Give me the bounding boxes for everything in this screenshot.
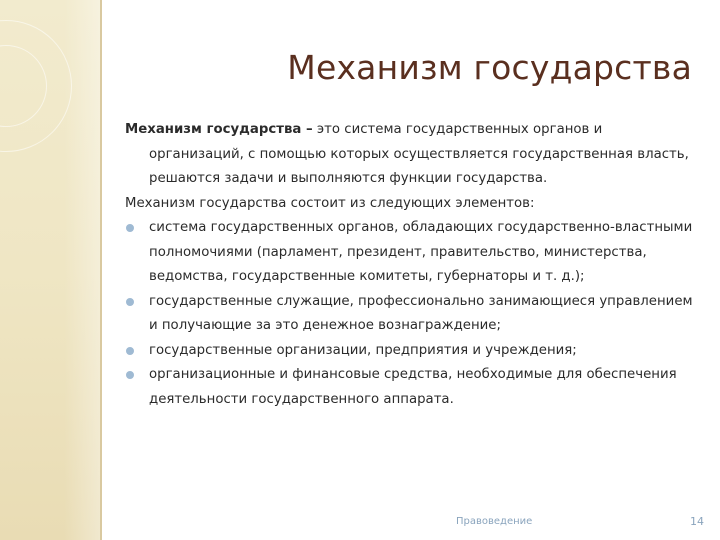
bullet-icon bbox=[126, 371, 134, 379]
list-item bbox=[125, 216, 697, 290]
intro-paragraph: Механизм государства состоит из следующих элементов: bbox=[125, 195, 535, 211]
bullet-icon bbox=[126, 347, 134, 355]
list-item bbox=[125, 339, 697, 364]
list-item-text: организационные и финансовые средства, необходимые для обеспечения деятельности государственного аппарата. bbox=[149, 367, 677, 407]
slide-footer: Правоведение bbox=[456, 516, 533, 527]
slide-body bbox=[125, 118, 697, 412]
list-item bbox=[125, 290, 697, 339]
page-number: 14 bbox=[690, 515, 704, 528]
list-item bbox=[125, 363, 697, 412]
definition-text: это система государственных органов и организаций, с помощью которых осуществляется государственная власть, решаются задачи и выполняются функции государства. bbox=[149, 122, 689, 186]
list-item-text: государственные служащие, профессионально занимающиеся управлением и получающие за это денежное вознаграждение; bbox=[149, 293, 693, 333]
bullet-icon bbox=[126, 224, 134, 232]
decorative-side-panel bbox=[0, 0, 100, 540]
list-item-text: государственные организации, предприятия и учреждения; bbox=[149, 342, 577, 358]
definition-paragraph bbox=[125, 118, 697, 192]
definition-term: Механизм государства – bbox=[125, 122, 313, 137]
list-item-text: система государственных органов, обладающих государственно-властными полномочиями (парламент, президент, правительство, министерства, ведомства, государственные комитеты, губернаторы и т. д.); bbox=[149, 220, 693, 284]
panel-highlight bbox=[64, 0, 100, 540]
elements-list bbox=[125, 216, 697, 412]
panel-divider bbox=[100, 0, 102, 540]
bullet-icon bbox=[126, 298, 134, 306]
slide-title: Механизм государства bbox=[287, 48, 692, 87]
